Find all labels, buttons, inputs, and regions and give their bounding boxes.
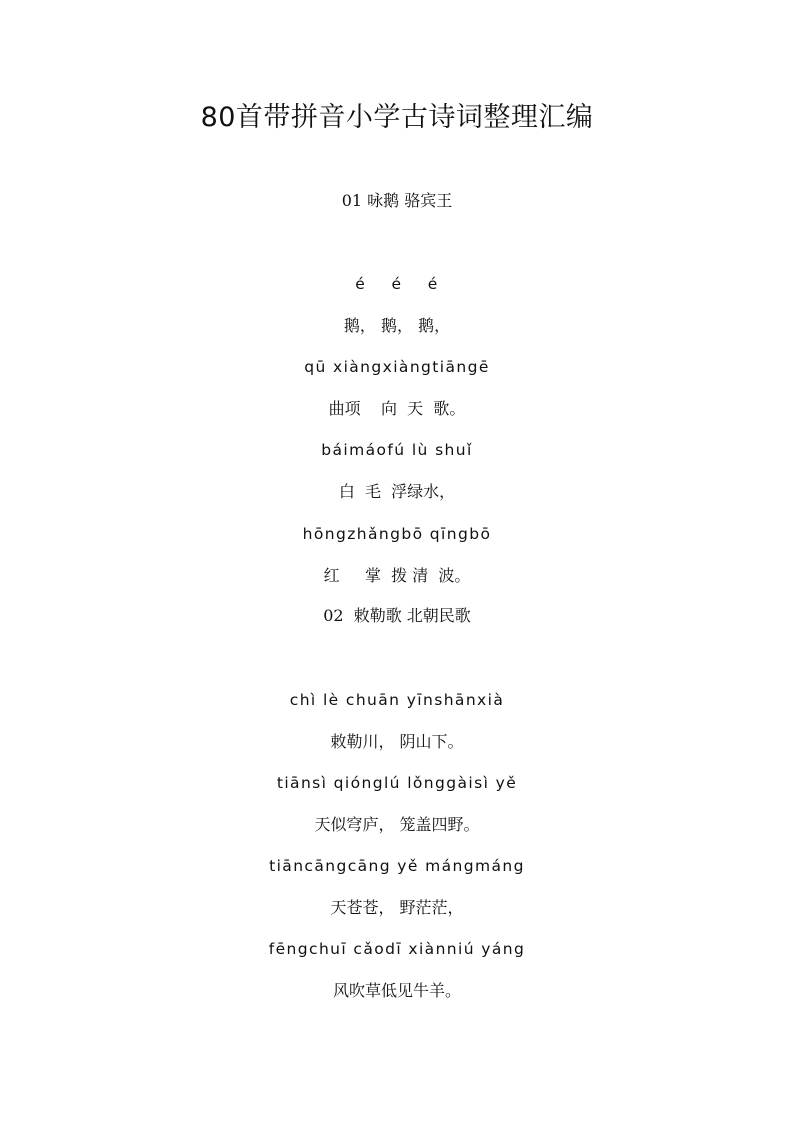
hanzi-line: 曲项 向 天 歌。 <box>328 399 466 418</box>
pinyin-line: chì lè chuān yīnshānxià <box>289 691 505 709</box>
poem-heading: 01 咏鹅 骆宾王 <box>341 191 453 210</box>
hanzi-line: 白 毛 浮绿水， <box>338 482 456 501</box>
hanzi-line: 敕勒川， 阴山下。 <box>330 732 464 751</box>
pinyin-line: fēngchuī cǎodī xiànniú yáng <box>268 940 526 958</box>
document-title: 80首带拼音小学古诗词整理汇编 <box>200 102 594 133</box>
pinyin-line: báimáofú lù shuǐ <box>321 441 473 459</box>
hanzi-line: 天似穹庐， 笼盖四野。 <box>314 815 480 834</box>
pinyin-line: hōngzhǎngbō qīngbō <box>302 525 492 543</box>
hanzi-line: 红 掌 拨 清 波。 <box>323 566 471 585</box>
pinyin-line: qū xiàngxiàngtiāngē <box>304 358 490 376</box>
hanzi-line: 鹅， 鹅， 鹅， <box>343 316 451 335</box>
pinyin-line: tiāncāngcāng yě mángmáng <box>269 857 525 875</box>
poem-heading: 02 敕勒歌 北朝民歌 <box>323 606 471 625</box>
hanzi-line: 风吹草低见牛羊。 <box>332 981 461 1000</box>
pinyin-line: é é é <box>355 275 439 293</box>
hanzi-line: 天苍苍， 野茫茫， <box>330 898 464 917</box>
pinyin-line: tiānsì qiónglú lǒnggàisì yě <box>276 774 518 792</box>
